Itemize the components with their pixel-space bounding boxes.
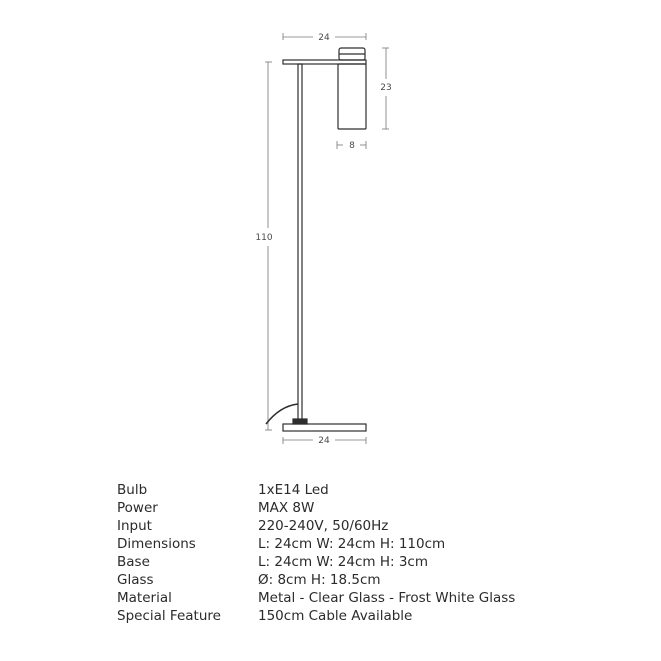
spec-value: Metal - Clear Glass - Frost White Glass bbox=[258, 590, 516, 606]
spec-row-special-feature bbox=[117, 607, 637, 625]
spec-value: L: 24cm W: 24cm H: 110cm bbox=[258, 536, 446, 552]
base-width-label: 24 bbox=[318, 436, 330, 446]
spec-value: Ø: 8cm H: 18.5cm bbox=[258, 572, 381, 588]
spec-label: Dimensions bbox=[117, 536, 196, 552]
spec-value: MAX 8W bbox=[258, 500, 315, 516]
spec-label: Power bbox=[117, 500, 158, 516]
spec-label: Material bbox=[117, 590, 172, 606]
spec-value: L: 24cm W: 24cm H: 3cm bbox=[258, 554, 428, 570]
spec-label: Base bbox=[117, 554, 150, 570]
spec-row-material bbox=[117, 589, 637, 607]
spec-label: Glass bbox=[117, 572, 154, 588]
spec-row-base bbox=[117, 553, 637, 571]
spec-value: 150cm Cable Available bbox=[258, 608, 413, 624]
spec-label: Special Feature bbox=[117, 608, 221, 624]
pole bbox=[298, 64, 302, 421]
base-connector bbox=[293, 419, 307, 424]
spec-row-input bbox=[117, 517, 637, 535]
glass-shade bbox=[338, 64, 366, 129]
spec-label: Input bbox=[117, 518, 152, 534]
spec-table bbox=[117, 481, 637, 625]
shade-diameter-label: 8 bbox=[349, 141, 355, 151]
total-height-label: 110 bbox=[255, 233, 273, 243]
spec-row-power bbox=[117, 499, 637, 517]
total-height-dimension bbox=[265, 62, 272, 430]
spec-value: 1xE14 Led bbox=[258, 482, 329, 498]
top-width-label: 24 bbox=[318, 33, 330, 43]
spec-value: 220-240V, 50/60Hz bbox=[258, 518, 389, 534]
spec-row-bulb bbox=[117, 481, 637, 499]
lamp-body bbox=[266, 48, 366, 431]
shade-height-label: 23 bbox=[380, 83, 392, 93]
spec-row-dimensions bbox=[117, 535, 637, 553]
base bbox=[283, 424, 366, 431]
spec-row-glass bbox=[117, 571, 637, 589]
spec-label: Bulb bbox=[117, 482, 148, 498]
